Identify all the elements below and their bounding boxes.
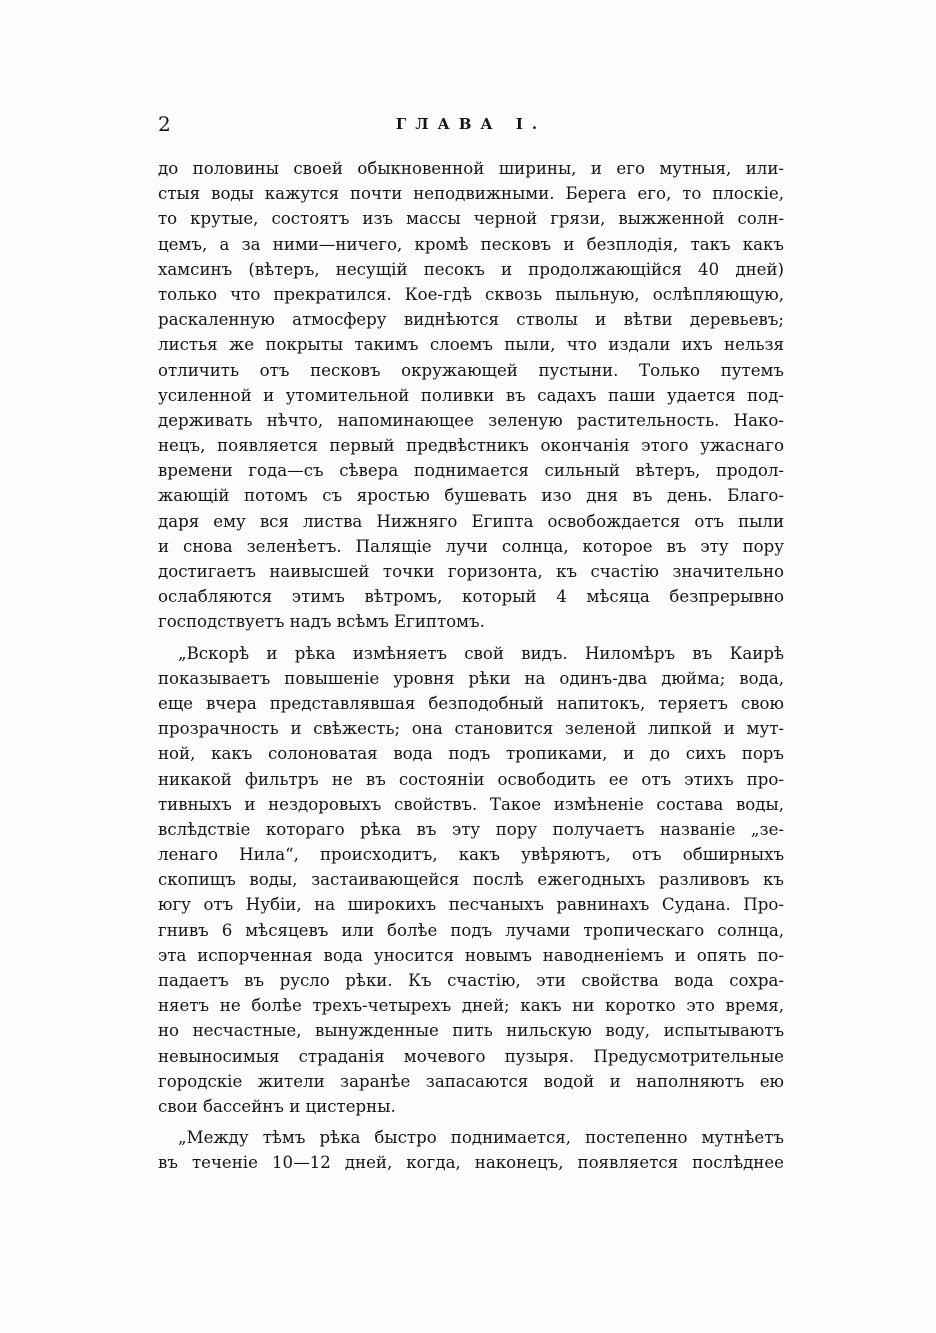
text-line: тивныхъ и нездоровыхъ свойствъ. Такое измѣненіе состава воды, bbox=[158, 794, 784, 814]
paragraph bbox=[158, 156, 784, 635]
text-line: жающій потомъ съ яростью бушевать изо дня въ день. Благо- bbox=[158, 486, 784, 506]
text-line: хамсинъ (вѣтеръ, несущій песокъ и продолжающійся 40 дней) bbox=[158, 259, 784, 279]
text-line: нецъ, появляется первый предвѣстникъ окончанія этого ужаснаго bbox=[158, 436, 784, 456]
text-line: эта испорченная вода уносится новымъ наводненіемъ и опять по- bbox=[158, 945, 784, 965]
text-line: гнивъ 6 мѣсяцевъ или болѣе подъ лучами тропическаго солнца, bbox=[158, 920, 784, 940]
text-line: невыносимыя страданія мочевого пузыря. Предусмотрительные bbox=[158, 1046, 784, 1066]
text-line: времени года—съ сѣвера поднимается сильный вѣтеръ, продол- bbox=[158, 461, 784, 481]
text-line: ослабляются этимъ вѣтромъ, который 4 мѣсяца безпрерывно bbox=[158, 587, 784, 607]
text-line: только что прекратился. Кое-гдѣ сквозь пыльную, ослѣпляющую, bbox=[158, 284, 784, 304]
text-line: стыя воды кажутся почти неподвижными. Берега его, то плоскіе, bbox=[158, 184, 784, 204]
text-line: ленаго Нила“, происходитъ, какъ увѣряютъ, отъ обширныхъ bbox=[158, 845, 784, 865]
text-line: „Вскорѣ и рѣка измѣняетъ свой видъ. Ниломѣръ въ Каирѣ bbox=[178, 643, 784, 663]
text-line: и снова зеленѣетъ. Палящіе лучи солнца, которое въ эту пору bbox=[158, 536, 784, 556]
text-line: скопищъ воды, застаивающейся послѣ ежегодныхъ разливовъ къ bbox=[158, 870, 784, 890]
text-line: няетъ не болѣе трехъ-четырехъ дней; какъ ни коротко это время, bbox=[158, 996, 784, 1016]
page-number: 2 bbox=[158, 112, 171, 136]
text-line: до половины своей обыкновенной ширины, и его мутныя, или- bbox=[158, 159, 784, 178]
page-header bbox=[158, 112, 784, 138]
text-line: раскаленную атмосферу виднѣются стволы и вѣтви деревьевъ; bbox=[158, 310, 784, 330]
text-line: ной, какъ солоноватая вода подъ тропиками, и до сихъ поръ bbox=[158, 744, 784, 764]
text-line: листья же покрыты такимъ слоемъ пыли, что издали ихъ нельзя bbox=[158, 335, 784, 355]
text-line: цемъ, а за ними—ничего, кромѣ песковъ и безплодія, такъ какъ bbox=[158, 234, 784, 254]
text-body bbox=[158, 156, 784, 1176]
text-line: еще вчера представлявшая безподобный напитокъ, теряетъ свою bbox=[158, 693, 784, 713]
text-line: но несчастные, вынужденные пить нильскую воду, испытываютъ bbox=[158, 1021, 784, 1041]
text-line: господствуетъ надъ всѣмъ Египтомъ. bbox=[158, 612, 485, 632]
text-line: югу отъ Нубіи, на широкихъ песчаныхъ равнинахъ Судана. Про- bbox=[158, 895, 784, 915]
text-line: „Между тѣмъ рѣка быстро поднимается, постепенно мутнѣетъ bbox=[178, 1128, 784, 1148]
text-line: городскіе жители заранѣе запасаются водой и наполняютъ ею bbox=[158, 1071, 784, 1091]
text-line: достигаетъ наивысшей точки горизонта, къ счастію значительно bbox=[158, 562, 784, 581]
paragraph bbox=[158, 1125, 784, 1175]
text-line: даря ему вся листва Нижняго Египта освобождается отъ пыли bbox=[158, 511, 784, 531]
text-line: то крутые, состоятъ изъ массы черной грязи, выжженной солн- bbox=[158, 209, 784, 229]
text-line: никакой фильтръ не въ состояніи освободить ее отъ этихъ про- bbox=[158, 769, 784, 789]
text-line: вслѣдствіе котораго рѣка въ эту пору получаетъ названіе „зе- bbox=[158, 819, 784, 839]
text-line: показываетъ повышеніе уровня рѣки на одинъ-два дюйма; вода, bbox=[158, 668, 784, 688]
text-line: отличить отъ песковъ окружающей пустыни. Только путемъ bbox=[158, 360, 784, 380]
text-line: въ теченіе 10—12 дней, когда, наконецъ, появляется послѣднее bbox=[158, 1153, 784, 1173]
running-head: ГЛАВА I. bbox=[395, 115, 547, 133]
text-line: держивать нѣчто, напоминающее зеленую растительность. Нако- bbox=[158, 410, 784, 430]
text-line: свои бассейнъ и цистерны. bbox=[158, 1096, 396, 1116]
text-line: усиленной и утомительной поливки въ садахъ паши удается под- bbox=[158, 385, 784, 405]
paragraph bbox=[158, 641, 784, 1120]
text-line: падаетъ въ русло рѣки. Къ счастію, эти свойства вода сохра- bbox=[158, 971, 784, 990]
text-line: прозрачность и свѣжесть; она становится зеленой липкой и мут- bbox=[158, 719, 784, 739]
